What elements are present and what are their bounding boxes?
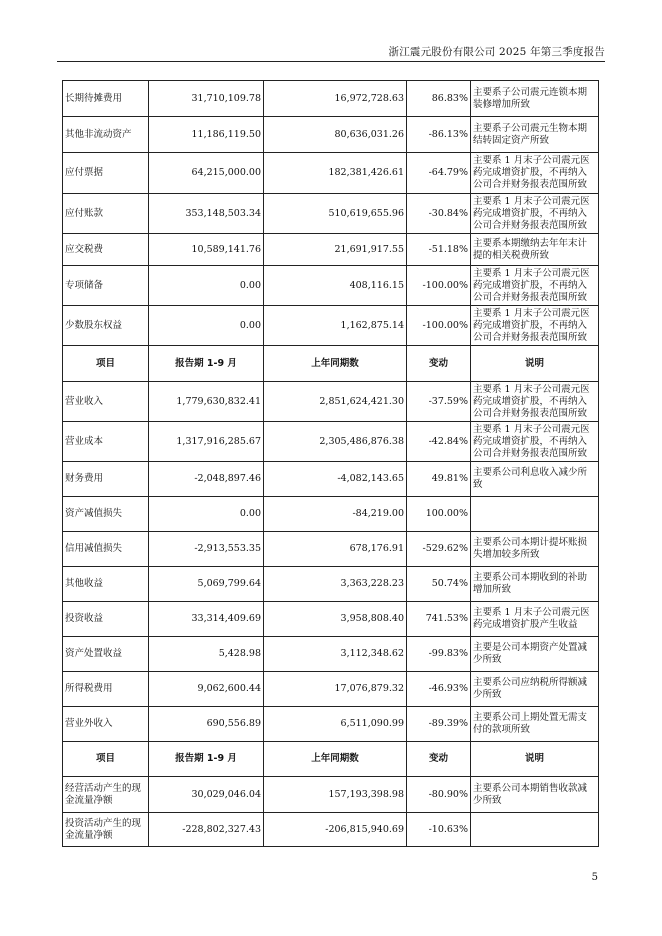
table-row: [63, 266, 599, 306]
current-value: 690,556.89: [149, 707, 264, 742]
item-name: 财务费用: [63, 462, 149, 497]
change-value: -30.84%: [407, 194, 471, 234]
current-value: 64,215,000.00: [149, 153, 264, 194]
change-value: 741.53%: [407, 602, 471, 637]
note-text: 主要系公司上期处置无需支付的款项所致: [471, 707, 599, 742]
note-text: [471, 813, 599, 847]
item-name: 应交税费: [63, 234, 149, 266]
prior-value: 157,193,398.98: [264, 777, 407, 813]
current-value: -2,913,553.35: [149, 532, 264, 567]
item-name: 营业外收入: [63, 707, 149, 742]
table-row: [63, 81, 599, 117]
item-name: 经营活动产生的现金流量净额: [63, 777, 149, 813]
table-row: [63, 532, 599, 567]
note-text: 主要系公司本期销售收款减少所致: [471, 777, 599, 813]
change-value: -51.18%: [407, 234, 471, 266]
current-value: 9,062,600.44: [149, 672, 264, 707]
change-value: -529.62%: [407, 532, 471, 567]
change-value: -86.13%: [407, 117, 471, 153]
change-value: -99.83%: [407, 637, 471, 672]
change-value: -37.59%: [407, 382, 471, 422]
prior-value: -4,082,143.65: [264, 462, 407, 497]
item-name: 少数股东权益: [63, 306, 149, 346]
item-name: 投资收益: [63, 602, 149, 637]
current-value: 1,779,630,832.41: [149, 382, 264, 422]
table-row: [63, 602, 599, 637]
cash-header-row: [63, 742, 599, 777]
change-value: -100.00%: [407, 306, 471, 346]
item-name: 投资活动产生的现金流量净额: [63, 813, 149, 847]
item-name: 所得税费用: [63, 672, 149, 707]
item-name: 营业成本: [63, 422, 149, 462]
note-text: 主要系 1 月末子公司震元医药完成增资扩股产生收益: [471, 602, 599, 637]
prior-value: 3,112,348.62: [264, 637, 407, 672]
prior-value: 3,363,228.23: [264, 567, 407, 602]
note-text: 主要系 1 月末子公司震元医药完成增资扩股，不再纳入公司合并财务报表范围所致: [471, 382, 599, 422]
item-name: 其他收益: [63, 567, 149, 602]
prior-value: -84,219.00: [264, 497, 407, 532]
note-text: 主要系公司利息收入减少所致: [471, 462, 599, 497]
header-rule: [57, 61, 605, 62]
header-note: 说明: [471, 346, 599, 382]
header-prior: 上年同期数: [264, 742, 407, 777]
table-row: [63, 234, 599, 266]
change-value: -80.90%: [407, 777, 471, 813]
header-note: 说明: [471, 742, 599, 777]
current-value: 0.00: [149, 306, 264, 346]
prior-value: 408,116.15: [264, 266, 407, 306]
prior-value: 16,972,728.63: [264, 81, 407, 117]
current-value: 5,428.98: [149, 637, 264, 672]
note-text: 主要系 1 月末子公司震元医药完成增资扩股，不再纳入公司合并财务报表范围所致: [471, 194, 599, 234]
prior-value: 80,636,031.26: [264, 117, 407, 153]
change-value: -42.84%: [407, 422, 471, 462]
table-row: [63, 777, 599, 813]
table-row: [63, 306, 599, 346]
financial-changes-table: [62, 80, 599, 847]
change-value: 100.00%: [407, 497, 471, 532]
item-name: 应付账款: [63, 194, 149, 234]
current-value: 10,589,141.76: [149, 234, 264, 266]
current-value: 33,314,409.69: [149, 602, 264, 637]
income-header-row: [63, 346, 599, 382]
header-current: 报告期 1-9 月: [149, 346, 264, 382]
note-text: 主要系公司本期收到的补助增加所致: [471, 567, 599, 602]
header-current: 报告期 1-9 月: [149, 742, 264, 777]
current-value: -228,802,327.43: [149, 813, 264, 847]
prior-value: 2,851,624,421.30: [264, 382, 407, 422]
change-value: -46.93%: [407, 672, 471, 707]
change-value: -10.63%: [407, 813, 471, 847]
table-row: [63, 117, 599, 153]
note-text: [471, 497, 599, 532]
item-name: 信用减值损失: [63, 532, 149, 567]
item-name: 其他非流动资产: [63, 117, 149, 153]
item-name: 资产减值损失: [63, 497, 149, 532]
change-value: 86.83%: [407, 81, 471, 117]
current-value: 5,069,799.64: [149, 567, 264, 602]
header-item: 项目: [63, 742, 149, 777]
table-row: [63, 194, 599, 234]
current-value: 0.00: [149, 497, 264, 532]
prior-value: 17,076,879.32: [264, 672, 407, 707]
prior-value: 6,511,090.99: [264, 707, 407, 742]
header-change: 变动: [407, 346, 471, 382]
item-name: 长期待摊费用: [63, 81, 149, 117]
item-name: 专项储备: [63, 266, 149, 306]
table-row: [63, 567, 599, 602]
note-text: 主要系子公司震元连锁本期装修增加所致: [471, 81, 599, 117]
change-value: 49.81%: [407, 462, 471, 497]
table-row: [63, 153, 599, 194]
page-number: 5: [591, 872, 598, 883]
change-value: 50.74%: [407, 567, 471, 602]
current-value: -2,048,897.46: [149, 462, 264, 497]
change-value: -64.79%: [407, 153, 471, 194]
current-value: 0.00: [149, 266, 264, 306]
change-value: -89.39%: [407, 707, 471, 742]
prior-value: 2,305,486,876.38: [264, 422, 407, 462]
note-text: 主要系公司本期计提坏账损失增加较多所致: [471, 532, 599, 567]
note-text: 主要系本期缴纳去年年末计提的相关税费所致: [471, 234, 599, 266]
header-item: 项目: [63, 346, 149, 382]
current-value: 30,029,046.04: [149, 777, 264, 813]
item-name: 应付票据: [63, 153, 149, 194]
note-text: 主要系子公司震元生物本期结转固定资产所致: [471, 117, 599, 153]
table-row: [63, 382, 599, 422]
prior-value: 510,619,655.96: [264, 194, 407, 234]
table-row: [63, 813, 599, 847]
header-prior: 上年同期数: [264, 346, 407, 382]
header-change: 变动: [407, 742, 471, 777]
current-value: 11,186,119.50: [149, 117, 264, 153]
table-row: [63, 672, 599, 707]
table-row: [63, 422, 599, 462]
current-value: 31,710,109.78: [149, 81, 264, 117]
note-text: 主要是公司本期资产处置减少所致: [471, 637, 599, 672]
table-row: [63, 497, 599, 532]
table-row: [63, 637, 599, 672]
note-text: 主要系 1 月末子公司震元医药完成增资扩股，不再纳入公司合并财务报表范围所致: [471, 153, 599, 194]
item-name: 营业收入: [63, 382, 149, 422]
note-text: 主要系 1 月末子公司震元医药完成增资扩股，不再纳入公司合并财务报表范围所致: [471, 306, 599, 346]
page-header: 浙江震元股份有限公司 2025 年第三季度报告: [388, 46, 605, 58]
table-row: [63, 707, 599, 742]
prior-value: 678,176.91: [264, 532, 407, 567]
prior-value: 182,381,426.61: [264, 153, 407, 194]
prior-value: 1,162,875.14: [264, 306, 407, 346]
prior-value: -206,815,940.69: [264, 813, 407, 847]
current-value: 353,148,503.34: [149, 194, 264, 234]
prior-value: 3,958,808.40: [264, 602, 407, 637]
note-text: 主要系 1 月末子公司震元医药完成增资扩股，不再纳入公司合并财务报表范围所致: [471, 422, 599, 462]
current-value: 1,317,916,285.67: [149, 422, 264, 462]
table-row: [63, 462, 599, 497]
note-text: 主要系 1 月末子公司震元医药完成增资扩股，不再纳入公司合并财务报表范围所致: [471, 266, 599, 306]
change-value: -100.00%: [407, 266, 471, 306]
item-name: 资产处置收益: [63, 637, 149, 672]
prior-value: 21,691,917.55: [264, 234, 407, 266]
note-text: 主要系公司应纳税所得额减少所致: [471, 672, 599, 707]
